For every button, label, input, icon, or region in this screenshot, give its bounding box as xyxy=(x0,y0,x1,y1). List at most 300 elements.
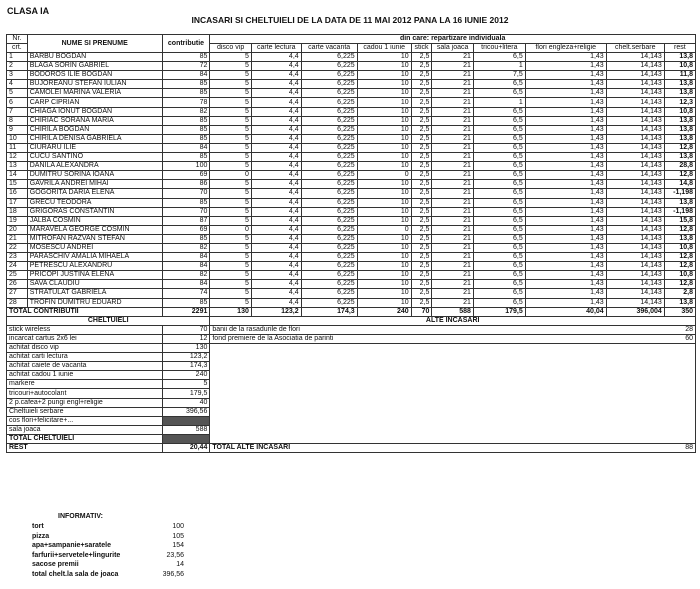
table-cell: 1,43 xyxy=(525,125,606,134)
table-cell: 6,5 xyxy=(473,298,525,307)
table-cell: 4,4 xyxy=(251,216,301,225)
col-nr-header: Nr. xyxy=(7,35,28,44)
table-cell: 6,225 xyxy=(301,271,357,280)
student-name: BARBU BOGDAN xyxy=(27,53,162,62)
table-cell: 84 xyxy=(162,71,210,80)
table-cell: 6,5 xyxy=(473,225,525,234)
table-row xyxy=(7,153,696,162)
total-cell: 350 xyxy=(664,307,695,316)
expense-row xyxy=(7,380,696,389)
rest-value: 20,44 xyxy=(162,444,210,453)
student-name: PARASCHIV AMALIA MIHAELA xyxy=(27,253,162,262)
table-cell: 26 xyxy=(7,280,28,289)
table-row xyxy=(7,143,696,152)
table-cell: 10 xyxy=(357,153,411,162)
table-cell: 14,143 xyxy=(606,280,664,289)
student-name: CHIRIAC SORANA MARIA xyxy=(27,116,162,125)
table-cell: 6,225 xyxy=(301,234,357,243)
table-cell: 14,143 xyxy=(606,271,664,280)
table-cell: 14,143 xyxy=(606,116,664,125)
table-cell: 6,225 xyxy=(301,189,357,198)
table-cell: 14,143 xyxy=(606,107,664,116)
table-cell: 85 xyxy=(162,298,210,307)
info-label: pizza xyxy=(32,532,50,540)
empty-cell xyxy=(210,353,696,362)
table-cell: 5 xyxy=(210,80,252,89)
table-cell: 6,225 xyxy=(301,171,357,180)
info-title: INFORMATIV: xyxy=(58,513,103,520)
table-cell: 6,5 xyxy=(473,280,525,289)
table-cell: 13,8 xyxy=(664,134,695,143)
empty-cell xyxy=(210,425,696,434)
table-row xyxy=(7,225,696,234)
table-cell: 12,8 xyxy=(664,280,695,289)
table-cell: 2,5 xyxy=(411,289,432,298)
table-cell: 14,143 xyxy=(606,216,664,225)
expense-value: 130 xyxy=(162,344,210,353)
info-row xyxy=(32,532,184,542)
table-cell: 6,5 xyxy=(473,162,525,171)
class-label: CLASA IA xyxy=(7,6,50,16)
table-cell: 5 xyxy=(210,253,252,262)
table-cell: 1,43 xyxy=(525,289,606,298)
table-cell: 5 xyxy=(210,107,252,116)
table-cell: 12,8 xyxy=(664,143,695,152)
table-cell: 85 xyxy=(162,116,210,125)
table-cell: 0 xyxy=(210,225,252,234)
table-cell: 1,43 xyxy=(525,153,606,162)
info-label: farfurii+servetele+lingurite xyxy=(32,551,121,559)
table-cell: 5 xyxy=(210,234,252,243)
table-cell: 21 xyxy=(432,171,474,180)
table-cell: 100 xyxy=(162,162,210,171)
table-cell: 6,225 xyxy=(301,153,357,162)
info-section xyxy=(32,513,184,579)
other-income-header: ALTE INCASARI xyxy=(210,316,696,325)
table-cell: 6,5 xyxy=(473,134,525,143)
table-cell: 10 xyxy=(357,134,411,143)
table-cell: 10 xyxy=(357,198,411,207)
table-cell: 2,5 xyxy=(411,116,432,125)
table-row xyxy=(7,198,696,207)
table-cell: 2,5 xyxy=(411,253,432,262)
expense-label: markere xyxy=(7,380,163,389)
info-value: 396,56 xyxy=(162,570,184,578)
table-cell: 21 xyxy=(432,71,474,80)
expense-label: Cheltuieli serbare xyxy=(7,407,163,416)
table-cell: 5 xyxy=(210,207,252,216)
other-income-value: 28 xyxy=(664,325,695,334)
table-cell: 2,5 xyxy=(411,98,432,107)
table-cell: 6,225 xyxy=(301,280,357,289)
table-cell: 6,225 xyxy=(301,298,357,307)
other-income-total-value: 88 xyxy=(664,444,695,453)
table-cell: 85 xyxy=(162,153,210,162)
expense-row xyxy=(7,389,696,398)
table-cell: 2,5 xyxy=(411,107,432,116)
table-cell: 6,5 xyxy=(473,189,525,198)
table-cell: 21 xyxy=(432,80,474,89)
table-cell: 21 xyxy=(432,225,474,234)
expense-label: achitat carti lectura xyxy=(7,353,163,362)
table-cell: 13,8 xyxy=(664,234,695,243)
student-name: CUCU SANTINO xyxy=(27,153,162,162)
empty-cell xyxy=(210,398,696,407)
student-name: DANILA ALEXANDRA xyxy=(27,162,162,171)
table-row xyxy=(7,89,696,98)
table-cell: 2 xyxy=(7,62,28,71)
table-cell: 21 xyxy=(432,280,474,289)
table-cell: 6,225 xyxy=(301,162,357,171)
info-row xyxy=(32,522,184,532)
table-cell: 6,225 xyxy=(301,125,357,134)
table-cell: 5 xyxy=(210,198,252,207)
table-cell: 2,5 xyxy=(411,207,432,216)
table-cell: 21 xyxy=(432,180,474,189)
table-cell: 1,43 xyxy=(525,80,606,89)
table-cell: 17 xyxy=(7,198,28,207)
rest-label: REST xyxy=(7,444,163,453)
table-cell: 2,5 xyxy=(411,171,432,180)
table-cell: 21 xyxy=(432,298,474,307)
sub-header-3: cadou 1 iunie xyxy=(357,44,411,53)
table-cell: 14,143 xyxy=(606,189,664,198)
table-cell: 6,5 xyxy=(473,234,525,243)
info-value: 105 xyxy=(172,532,184,540)
table-cell: 5 xyxy=(210,289,252,298)
table-row xyxy=(7,53,696,62)
table-cell: 25 xyxy=(7,271,28,280)
sub-header-6: tricou+litera xyxy=(473,44,525,53)
total-cell: 588 xyxy=(432,307,474,316)
table-cell: 13,8 xyxy=(664,153,695,162)
total-cell: 70 xyxy=(411,307,432,316)
table-row xyxy=(7,243,696,252)
table-cell: 2,5 xyxy=(411,153,432,162)
table-cell: 10 xyxy=(357,262,411,271)
table-cell: 6,5 xyxy=(473,143,525,152)
student-name: TROFIN DUMITRU EDUARD xyxy=(27,298,162,307)
table-cell: 12,8 xyxy=(664,171,695,180)
table-cell: -1,198 xyxy=(664,207,695,216)
table-cell: 14,143 xyxy=(606,134,664,143)
table-cell: 78 xyxy=(162,98,210,107)
table-cell: 14,143 xyxy=(606,207,664,216)
student-name: BODOROS ILIE BOGDAN xyxy=(27,71,162,80)
table-cell: 4,4 xyxy=(251,289,301,298)
table-cell: 6,5 xyxy=(473,207,525,216)
table-cell: 14,143 xyxy=(606,298,664,307)
table-cell: 1,43 xyxy=(525,62,606,71)
table-cell: 21 xyxy=(432,89,474,98)
other-income-total-label: TOTAL ALTE INCASARI xyxy=(210,444,664,453)
table-cell: 10 xyxy=(357,53,411,62)
table-cell: 4,4 xyxy=(251,134,301,143)
table-row xyxy=(7,253,696,262)
table-cell: 19 xyxy=(7,216,28,225)
sub-header-5: sala joaca xyxy=(432,44,474,53)
table-row xyxy=(7,62,696,71)
table-row xyxy=(7,107,696,116)
student-name: STRATULAT GABRIELA xyxy=(27,289,162,298)
table-cell: 5 xyxy=(210,271,252,280)
expense-label: achitat disco vip xyxy=(7,344,163,353)
sub-header-2: carte vacanta xyxy=(301,44,357,53)
info-value: 100 xyxy=(172,523,184,530)
student-name: DUMITRU SORINA IOANA xyxy=(27,171,162,180)
table-cell: 12,8 xyxy=(664,225,695,234)
table-cell: 13,8 xyxy=(664,298,695,307)
table-cell: 12 xyxy=(7,153,28,162)
table-cell: 1,43 xyxy=(525,53,606,62)
table-cell: 4 xyxy=(7,80,28,89)
student-name: GRECU TEODORA xyxy=(27,198,162,207)
table-cell: 21 xyxy=(432,189,474,198)
table-cell: 2,5 xyxy=(411,125,432,134)
table-row xyxy=(7,189,696,198)
expense-row xyxy=(7,344,696,353)
table-cell: 2,5 xyxy=(411,198,432,207)
col-name-header: NUME SI PRENUME xyxy=(27,35,162,53)
table-cell: 2,5 xyxy=(411,298,432,307)
table-cell: 1,43 xyxy=(525,243,606,252)
table-cell: 4,4 xyxy=(251,225,301,234)
table-cell: 85 xyxy=(162,234,210,243)
table-cell: 10 xyxy=(357,125,411,134)
expense-row xyxy=(7,425,696,434)
table-cell: 14,143 xyxy=(606,234,664,243)
expense-value xyxy=(162,416,210,425)
table-cell: 6,5 xyxy=(473,180,525,189)
empty-cell xyxy=(210,380,696,389)
info-label: apa+sampanie+saratele xyxy=(32,542,111,549)
table-row xyxy=(7,116,696,125)
table-cell: 4,4 xyxy=(251,162,301,171)
table-cell: 4,4 xyxy=(251,280,301,289)
table-cell: 12,8 xyxy=(664,262,695,271)
table-cell: 21 xyxy=(432,162,474,171)
table-cell: 21 xyxy=(432,234,474,243)
table-cell: 1,43 xyxy=(525,253,606,262)
expenses-header: CHELTUIELI xyxy=(7,316,210,325)
expense-row xyxy=(7,398,696,407)
table-cell: 10,8 xyxy=(664,271,695,280)
table-cell: 10 xyxy=(357,180,411,189)
group-header: din care: repartizare individuala xyxy=(210,35,696,44)
expense-value: 240 xyxy=(162,371,210,380)
student-name: BUJOREANU STEFAN IULIAN xyxy=(27,80,162,89)
expense-row xyxy=(7,434,696,443)
table-cell: 85 xyxy=(162,53,210,62)
table-cell: 21 xyxy=(432,62,474,71)
empty-cell xyxy=(210,416,696,425)
expense-label: sala joaca xyxy=(7,425,163,434)
table-cell: 1 xyxy=(473,62,525,71)
table-cell: 2,8 xyxy=(664,289,695,298)
table-cell: 12,8 xyxy=(664,253,695,262)
table-row xyxy=(7,262,696,271)
table-cell: 69 xyxy=(162,225,210,234)
table-cell: 6,225 xyxy=(301,243,357,252)
info-row xyxy=(32,570,184,580)
table-cell: 7 xyxy=(7,107,28,116)
table-cell: 2,5 xyxy=(411,180,432,189)
table-cell: 6,225 xyxy=(301,98,357,107)
table-cell: 6,5 xyxy=(473,216,525,225)
table-cell: 21 xyxy=(432,153,474,162)
table-row xyxy=(7,98,696,107)
table-cell: 21 xyxy=(432,125,474,134)
table-row xyxy=(7,80,696,89)
table-cell: 18 xyxy=(7,207,28,216)
table-cell: 21 xyxy=(432,289,474,298)
expense-label: achitat cadou 1 iunie xyxy=(7,371,163,380)
table-cell: 6,225 xyxy=(301,143,357,152)
table-cell: 14,143 xyxy=(606,180,664,189)
other-income-label: fond premiere de la Asociatia de parinti xyxy=(210,334,664,343)
student-name: PETRESCU ALEXANDRU xyxy=(27,262,162,271)
table-row xyxy=(7,271,696,280)
table-cell: 6,225 xyxy=(301,207,357,216)
expense-label: stick wireless xyxy=(7,325,163,334)
table-cell: 1,43 xyxy=(525,198,606,207)
student-name: BLAGA SORIN GABRIEL xyxy=(27,62,162,71)
student-name: GOGORITA DARIA ELENA xyxy=(27,189,162,198)
table-cell: 10 xyxy=(357,89,411,98)
sub-header-8: chelt.serbare xyxy=(606,44,664,53)
table-cell: 4,4 xyxy=(251,253,301,262)
table-cell: 6,5 xyxy=(473,243,525,252)
table-cell: 10 xyxy=(357,116,411,125)
table-cell: 10 xyxy=(7,134,28,143)
table-row xyxy=(7,234,696,243)
table-cell: 13,8 xyxy=(664,53,695,62)
table-cell: 5 xyxy=(210,116,252,125)
table-cell: 5 xyxy=(210,298,252,307)
table-cell: 6,5 xyxy=(473,198,525,207)
table-cell: 11,8 xyxy=(664,71,695,80)
col-contrib-header: contributie xyxy=(162,35,210,53)
table-cell: 6,5 xyxy=(473,53,525,62)
expense-value: 70 xyxy=(162,325,210,334)
table-row xyxy=(7,134,696,143)
table-cell: 0 xyxy=(210,171,252,180)
table-cell: 15 xyxy=(7,180,28,189)
table-cell: 6,5 xyxy=(473,116,525,125)
table-cell: 85 xyxy=(162,89,210,98)
table-cell: 10 xyxy=(357,243,411,252)
table-cell: 86 xyxy=(162,180,210,189)
table-cell: 2,5 xyxy=(411,216,432,225)
table-cell: 21 xyxy=(432,143,474,152)
expense-value: 174,3 xyxy=(162,362,210,371)
total-cell: 123,2 xyxy=(251,307,301,316)
table-cell: 28 xyxy=(7,298,28,307)
table-cell: 4,4 xyxy=(251,234,301,243)
table-row xyxy=(7,171,696,180)
table-cell: 14,143 xyxy=(606,71,664,80)
table-cell: 1 xyxy=(473,98,525,107)
table-cell: 6,225 xyxy=(301,134,357,143)
table-cell: 6,225 xyxy=(301,116,357,125)
table-cell: 14,143 xyxy=(606,262,664,271)
student-name: MOSESCU ANDREI xyxy=(27,243,162,252)
table-cell: 10 xyxy=(357,71,411,80)
student-name: MITROFAN RAZVAN STEFAN xyxy=(27,234,162,243)
table-cell: 4,4 xyxy=(251,207,301,216)
total-cell: 240 xyxy=(357,307,411,316)
student-name: CHIRILA BOGDAN xyxy=(27,125,162,134)
table-row xyxy=(7,207,696,216)
table-cell: 5 xyxy=(210,62,252,71)
total-cell: 130 xyxy=(210,307,252,316)
table-cell: 10 xyxy=(357,162,411,171)
other-income-label: banii de la rasadurile de flori xyxy=(210,325,664,334)
table-cell: 82 xyxy=(162,243,210,252)
table-cell: 2,5 xyxy=(411,225,432,234)
table-cell: 21 xyxy=(432,98,474,107)
table-cell: 6,5 xyxy=(473,289,525,298)
table-cell: 6,5 xyxy=(473,171,525,180)
table-cell: 12,3 xyxy=(664,98,695,107)
table-cell: 4,4 xyxy=(251,53,301,62)
table-cell: 84 xyxy=(162,280,210,289)
table-cell: 20 xyxy=(7,225,28,234)
table-cell: 2,5 xyxy=(411,234,432,243)
table-cell: 10 xyxy=(357,62,411,71)
table-cell: 1,43 xyxy=(525,207,606,216)
table-cell: 1,43 xyxy=(525,216,606,225)
empty-cell xyxy=(210,434,696,443)
table-cell: 6,5 xyxy=(473,253,525,262)
table-cell: 14,143 xyxy=(606,98,664,107)
table-row xyxy=(7,280,696,289)
expense-label: incarcat cartus 2x6 lei xyxy=(7,334,163,343)
table-cell: 6,225 xyxy=(301,107,357,116)
total-cell: 2291 xyxy=(162,307,210,316)
table-cell: 14,143 xyxy=(606,143,664,152)
info-label: tort xyxy=(32,523,44,530)
table-cell: 10 xyxy=(357,143,411,152)
table-cell: 10 xyxy=(357,234,411,243)
table-cell: 2,5 xyxy=(411,89,432,98)
student-name: PRICOPI JUSTINA ELENA xyxy=(27,271,162,280)
info-row xyxy=(32,541,184,551)
empty-cell xyxy=(210,344,696,353)
expense-row xyxy=(7,362,696,371)
table-cell: 14,143 xyxy=(606,80,664,89)
table-cell: 14,143 xyxy=(606,289,664,298)
table-cell: 6,225 xyxy=(301,71,357,80)
table-cell: 10 xyxy=(357,189,411,198)
student-name: GAVRILA ANDREI MIHAI xyxy=(27,180,162,189)
student-name: CAMOLEI MARINA VALERIA xyxy=(27,89,162,98)
table-cell: -1,198 xyxy=(664,189,695,198)
table-cell: 6,225 xyxy=(301,198,357,207)
table-cell: 5 xyxy=(210,53,252,62)
expense-value: 123,2 xyxy=(162,353,210,362)
table-cell: 5 xyxy=(210,134,252,143)
table-cell: 5 xyxy=(210,216,252,225)
table-cell: 14,143 xyxy=(606,125,664,134)
table-cell: 6,225 xyxy=(301,80,357,89)
table-cell: 84 xyxy=(162,253,210,262)
table-cell: 10 xyxy=(357,253,411,262)
table-cell: 4,4 xyxy=(251,89,301,98)
table-cell: 21 xyxy=(432,116,474,125)
table-cell: 21 xyxy=(432,271,474,280)
table-cell: 5 xyxy=(210,180,252,189)
